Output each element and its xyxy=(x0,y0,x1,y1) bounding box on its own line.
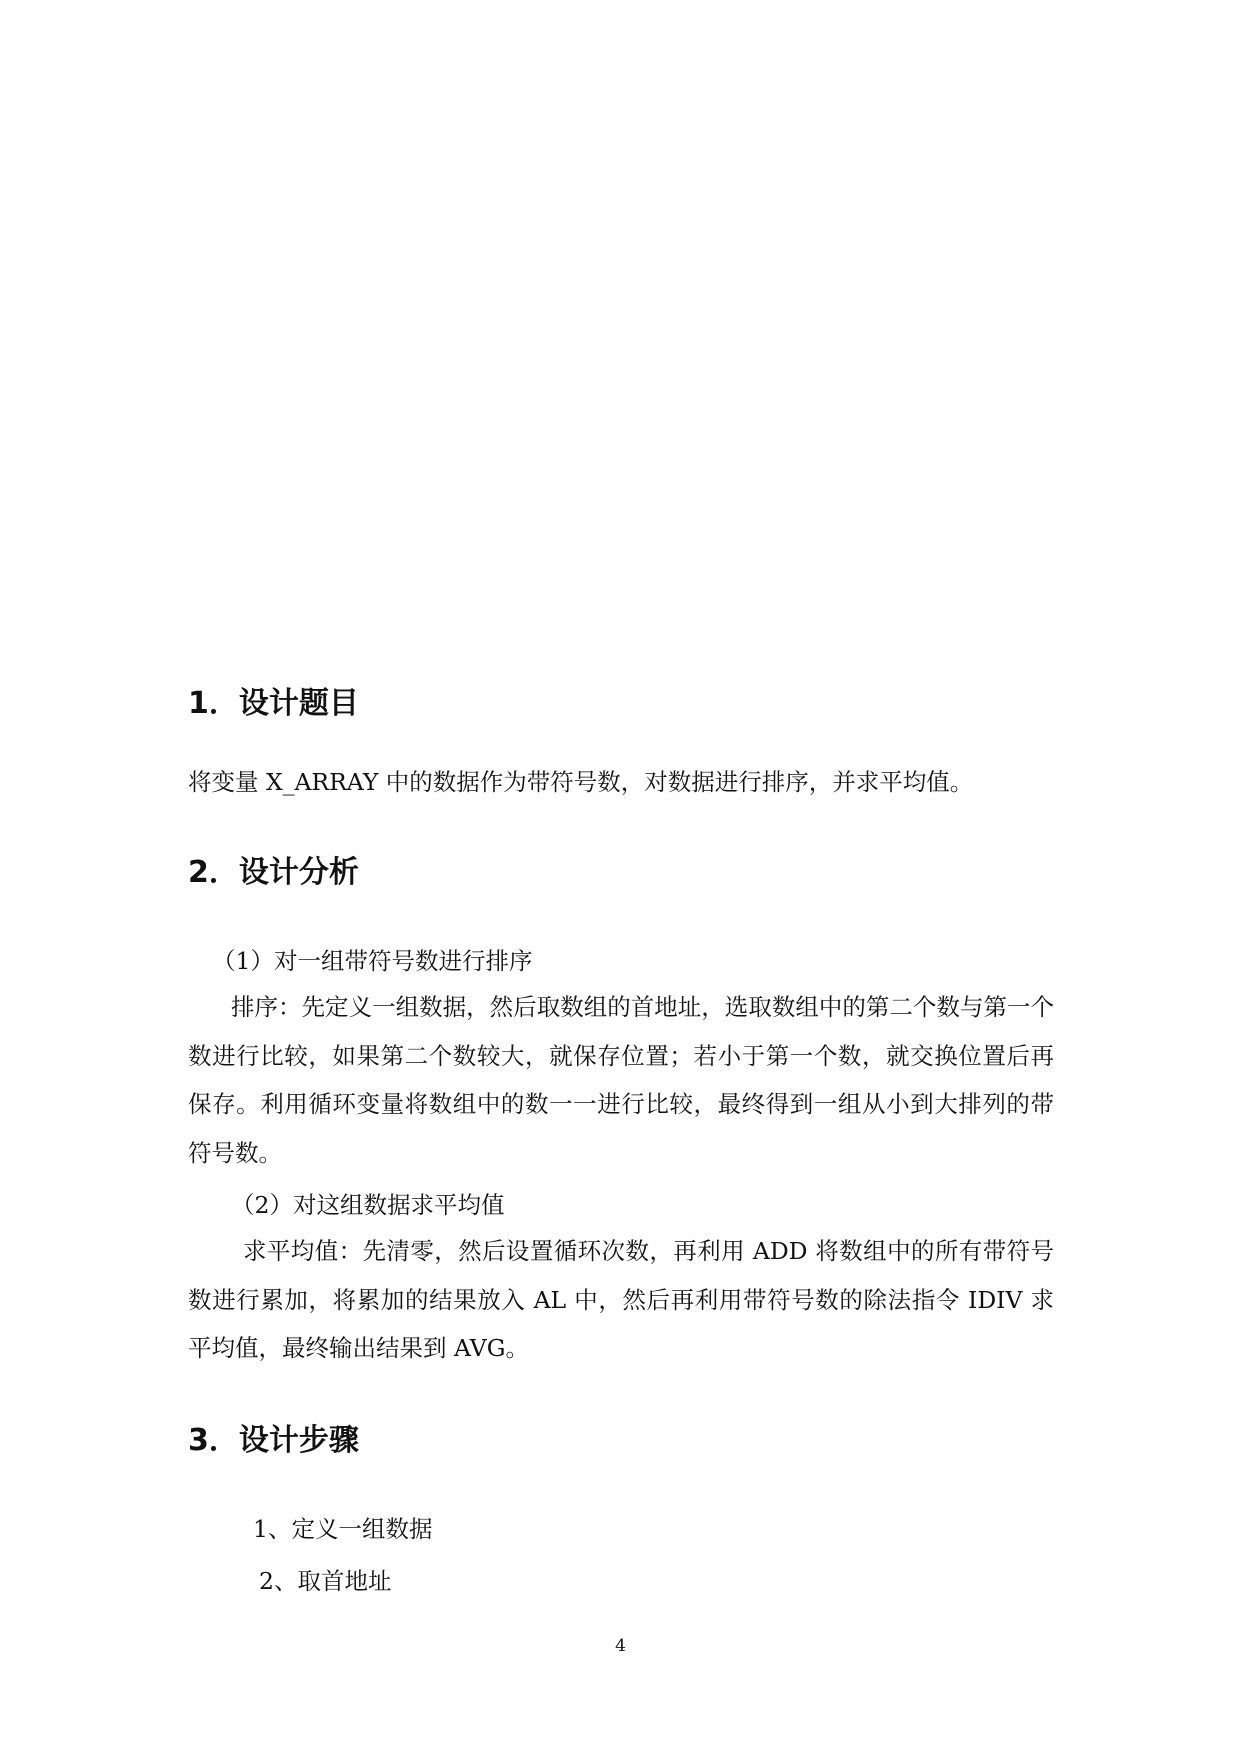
section-2-subheading-1: （1）对一组带符号数进行排序 xyxy=(212,947,533,975)
page-number: 4 xyxy=(615,1636,626,1656)
section-2-heading: 2．设计分析 xyxy=(188,855,359,890)
section-3-step-1: 1、定义一组数据 xyxy=(253,1515,433,1543)
section-2-subheading-2: （2）对这组数据求平均值 xyxy=(231,1191,505,1219)
section-1-heading: 1．设计题目 xyxy=(188,686,359,721)
section-2-paragraph-2: 求平均值：先清零，然后设置循环次数，再利用 ADD 将数组中的所有带符号数进行累加，将累加的结果放入 AL 中，然后再利用带符号数的除法指令 IDIV 求平均值，最终输出结果到 AVG。 xyxy=(188,1237,1054,1362)
section-3-heading: 3．设计步骤 xyxy=(188,1423,359,1458)
section-2-paragraph-1: 排序：先定义一组数据，然后取数组的首地址，选取数组中的第二个数与第一个数进行比较，如果第二个数较大，就保存位置；若小于第一个数，就交换位置后再保存。利用循环变量将数组中的数一一进行比较，最终得到一组从小到大排列的带符号数。 xyxy=(188,993,1054,1167)
section-1-body: 将变量 X_ARRAY 中的数据作为带符号数，对数据进行排序，并求平均值。 xyxy=(188,768,974,796)
section-3-step-2: 2、取首地址 xyxy=(259,1567,392,1595)
